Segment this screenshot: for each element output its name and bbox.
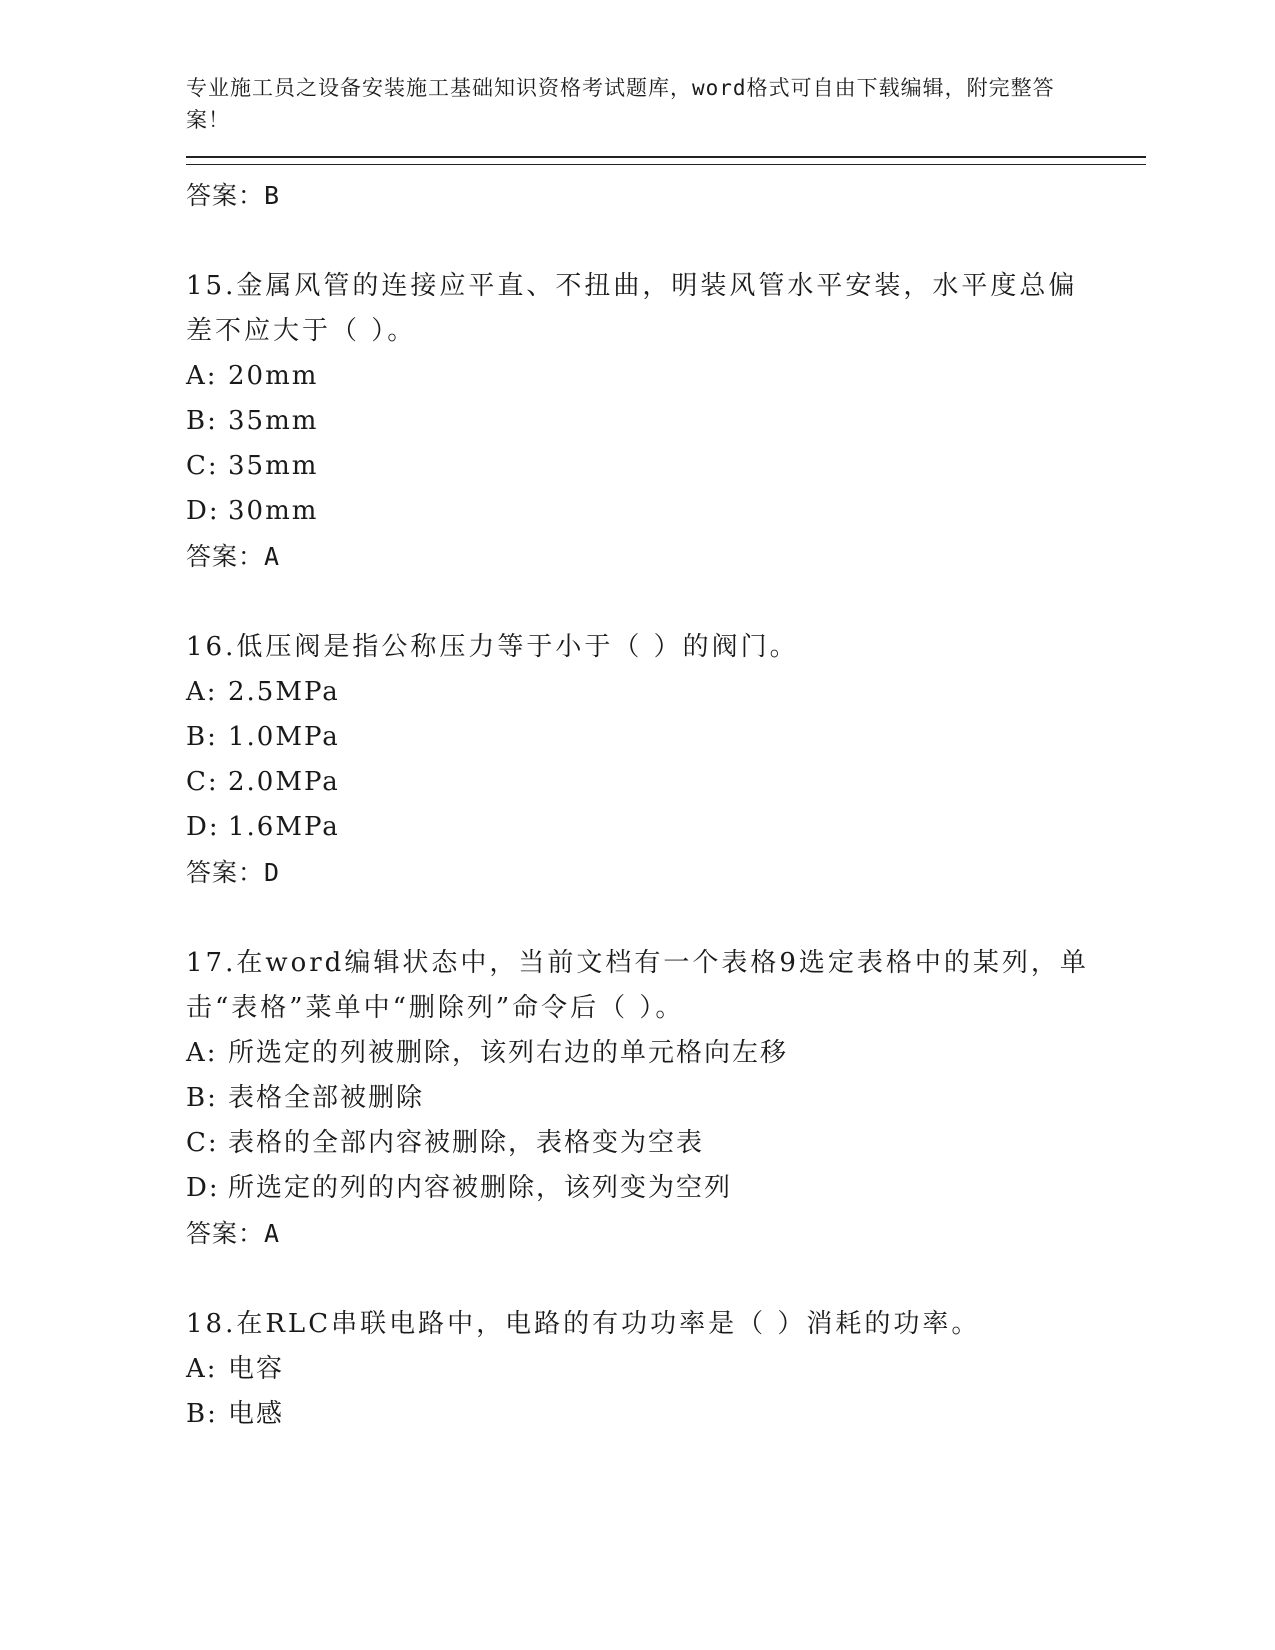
option-label: A: bbox=[186, 361, 218, 391]
option-text: 35mm bbox=[228, 451, 319, 481]
option-label: A: bbox=[186, 677, 218, 707]
option-c bbox=[186, 444, 1146, 489]
header-divider bbox=[186, 156, 1146, 165]
option-d bbox=[186, 805, 1146, 850]
option-text: 2.0MPa bbox=[228, 767, 340, 797]
question-stem: 18.在RLC串联电路中，电路的有功功率是（ ）消耗的功率。 bbox=[186, 1309, 981, 1339]
option-b bbox=[186, 1076, 1146, 1121]
option-text: 30mm bbox=[228, 496, 319, 526]
question-18 bbox=[186, 1302, 1146, 1437]
option-text: 表格全部被删除 bbox=[228, 1083, 425, 1113]
answer-line: 答案：A bbox=[186, 542, 281, 571]
answer-line: 答案：B bbox=[186, 181, 281, 210]
question-15 bbox=[186, 264, 1146, 579]
option-text: 电感 bbox=[228, 1399, 285, 1429]
option-text: 20mm bbox=[228, 361, 319, 391]
option-label: A: bbox=[186, 1038, 218, 1068]
option-text: 电容 bbox=[228, 1354, 285, 1384]
option-label: A: bbox=[186, 1354, 218, 1384]
option-label: D: bbox=[186, 812, 220, 842]
option-text: 35mm bbox=[228, 406, 319, 436]
question-17 bbox=[186, 941, 1146, 1256]
option-d bbox=[186, 489, 1146, 534]
option-label: C: bbox=[186, 1128, 219, 1158]
option-label: B: bbox=[186, 1399, 218, 1429]
document-page bbox=[186, 72, 1146, 1437]
option-text: 表格的全部内容被删除，表格变为空表 bbox=[228, 1128, 705, 1158]
option-label: D: bbox=[186, 496, 220, 526]
option-text: 2.5MPa bbox=[228, 677, 340, 707]
question-stem: 17.在word编辑状态中，当前文档有一个表格9选定表格中的某列，单击“表格”菜单中“删除列”命令后（ ）。 bbox=[186, 948, 1089, 1023]
option-d bbox=[186, 1166, 1146, 1211]
option-text: 所选定的列的内容被删除，该列变为空列 bbox=[228, 1173, 733, 1203]
option-label: D: bbox=[186, 1173, 220, 1203]
option-a bbox=[186, 670, 1146, 715]
option-label: C: bbox=[186, 451, 219, 481]
option-a bbox=[186, 354, 1146, 399]
option-label: B: bbox=[186, 1083, 218, 1113]
document-header: 专业施工员之设备安装施工基础知识资格考试题库，word格式可自由下载编辑，附完整答案！ bbox=[186, 76, 1055, 132]
option-label: B: bbox=[186, 406, 218, 436]
option-label: C: bbox=[186, 767, 219, 797]
option-b bbox=[186, 1392, 1146, 1437]
option-text: 1.6MPa bbox=[228, 812, 340, 842]
option-b bbox=[186, 399, 1146, 444]
option-b bbox=[186, 715, 1146, 760]
option-c bbox=[186, 760, 1146, 805]
answer-line: 答案：A bbox=[186, 1219, 281, 1248]
answer-line: 答案：D bbox=[186, 858, 281, 887]
option-label: B: bbox=[186, 722, 218, 752]
question-stem: 15.金属风管的连接应平直、不扭曲，明装风管水平安装，水平度总偏差不应大于（ ）。 bbox=[186, 271, 1078, 346]
option-a bbox=[186, 1031, 1146, 1076]
option-c bbox=[186, 1121, 1146, 1166]
option-text: 1.0MPa bbox=[228, 722, 340, 752]
question-stem: 16.低压阀是指公称压力等于小于（ ）的阀门。 bbox=[186, 632, 799, 662]
question-16 bbox=[186, 625, 1146, 895]
option-text: 所选定的列被删除，该列右边的单元格向左移 bbox=[228, 1038, 789, 1068]
option-a bbox=[186, 1347, 1146, 1392]
